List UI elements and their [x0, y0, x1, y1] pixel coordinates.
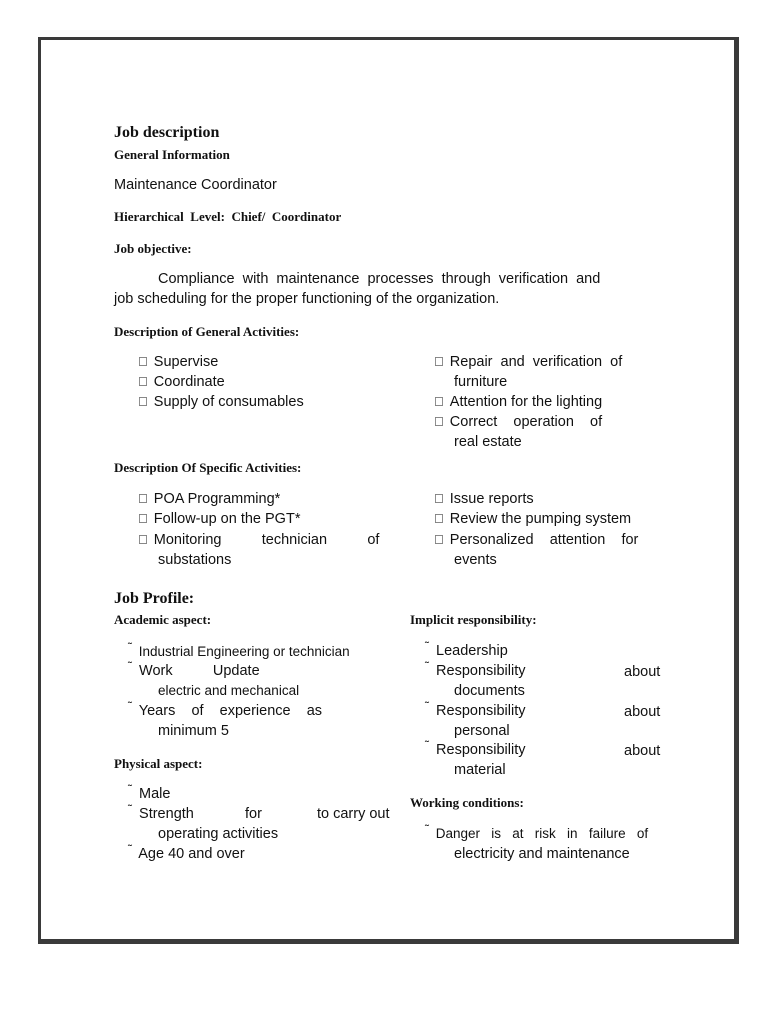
tilde-bullet-icon: ˜	[425, 822, 429, 836]
implicit-item-label: Responsibility	[436, 663, 526, 679]
implicit-item-continuation: documents	[454, 683, 525, 699]
checkbox-bullet-icon	[138, 532, 148, 547]
checkbox-bullet-icon	[138, 394, 148, 409]
job-profile-heading: Job Profile:	[114, 590, 195, 607]
list-item	[138, 354, 218, 370]
working-condition-continuation: electricity and maintenance	[454, 846, 630, 862]
hierarchical-level: Hierarchical Level: Chief/ Coordinator	[114, 209, 342, 224]
list-item	[425, 639, 508, 659]
list-item	[425, 738, 526, 758]
job-objective-line-1	[158, 271, 615, 287]
document-title: Job description	[114, 124, 220, 141]
implicit-item-word: about	[624, 743, 661, 759]
specific-activity-label: Follow-up on the PGT*	[140, 511, 287, 527]
list-item	[434, 414, 602, 430]
general-activity-label: Correct operation of	[436, 414, 589, 430]
list-item	[425, 699, 526, 719]
list-item	[128, 802, 194, 822]
implicit-item-word: about	[624, 704, 661, 720]
general-activity-label: Coordinate	[140, 374, 211, 390]
working-condition-label: Danger is at risk in failure of	[435, 826, 649, 841]
physical-item-continuation: operating activities	[158, 826, 279, 842]
list-item	[128, 640, 350, 659]
job-objective-heading: Job objective:	[114, 241, 192, 256]
checkbox-bullet-icon	[434, 532, 444, 547]
checkbox-bullet-icon	[434, 414, 444, 429]
academic-item-continuation: electric and mechanical	[158, 683, 300, 698]
tilde-bullet-icon: ˜	[128, 640, 132, 654]
implicit-item-continuation: personal	[454, 723, 510, 739]
general-information-heading: General Information	[114, 147, 230, 162]
job-objective-text-1: Compliance with maintenance processes through verification and	[158, 271, 601, 287]
tilde-bullet-icon: ˜	[128, 659, 132, 673]
tilde-bullet-icon: ˜	[425, 738, 429, 752]
tilde-bullet-icon: ˜	[425, 659, 429, 673]
academic-item-label: Work Update	[139, 663, 260, 679]
specific-activity-continuation: substations	[158, 552, 232, 568]
tilde-bullet-icon: ˜	[425, 699, 429, 713]
tilde-bullet-icon: ˜	[128, 699, 132, 713]
physical-item-word: to carry out	[317, 806, 390, 822]
list-item	[128, 782, 171, 802]
list-item	[128, 659, 260, 679]
implicit-item-label: Responsibility	[436, 703, 526, 719]
implicit-item-word: about	[624, 664, 661, 680]
list-item	[138, 374, 225, 390]
list-item	[138, 511, 300, 527]
specific-activity-label: Issue reports	[436, 491, 520, 507]
position-name: Maintenance Coordinator	[114, 177, 277, 193]
general-activities-heading: Description of General Activities:	[114, 324, 300, 339]
tilde-bullet-icon: ˜	[128, 842, 132, 856]
list-item	[425, 822, 649, 841]
general-activity-label: Repair and verification of	[436, 354, 609, 370]
general-activity-continuation: furniture	[454, 374, 508, 390]
checkbox-bullet-icon	[138, 491, 148, 506]
implicit-responsibility-heading: Implicit responsibility:	[410, 612, 537, 627]
list-item	[434, 394, 602, 410]
specific-activity-label: POA Programming*	[140, 491, 267, 507]
general-activity-label: Supervise	[140, 354, 205, 370]
physical-item-label: Strength	[139, 806, 194, 822]
specific-activity-continuation: events	[454, 552, 497, 568]
list-item	[138, 532, 379, 548]
physical-item-word: for	[245, 806, 262, 822]
general-activity-label: Attention for the lighting	[436, 394, 589, 410]
checkbox-bullet-icon	[434, 491, 444, 506]
checkbox-bullet-icon	[434, 511, 444, 526]
specific-activity-label: Monitoring technician of	[140, 532, 366, 548]
implicit-item-label: Responsibility	[436, 742, 526, 758]
list-item	[434, 354, 622, 370]
physical-item-label: Age 40 and over	[138, 846, 245, 862]
general-activity-continuation: real estate	[454, 434, 522, 450]
implicit-item-continuation: material	[454, 762, 506, 778]
list-item	[434, 532, 638, 548]
job-objective-line-2: job scheduling for the proper functioning of the organization.	[114, 291, 500, 307]
checkbox-bullet-icon	[138, 511, 148, 526]
tilde-bullet-icon: ˜	[128, 782, 132, 796]
specific-activity-label: Personalized attention for	[436, 532, 625, 548]
specific-activities-heading: Description Of Specific Activities:	[114, 460, 302, 475]
physical-aspect-heading: Physical aspect:	[114, 756, 203, 771]
specific-activity-label: Review the pumping system	[436, 511, 618, 527]
tilde-bullet-icon: ˜	[425, 639, 429, 653]
checkbox-bullet-icon	[434, 394, 444, 409]
list-item	[434, 491, 534, 507]
checkbox-bullet-icon	[138, 354, 148, 369]
list-item	[138, 394, 304, 410]
checkbox-bullet-icon	[138, 374, 148, 389]
academic-item-label: Industrial Engineering or technician	[138, 644, 350, 659]
physical-item-label: Male	[139, 786, 171, 802]
academic-item-continuation: minimum 5	[158, 723, 229, 739]
academic-item-label: Years of experience as	[138, 703, 323, 719]
list-item	[128, 699, 323, 719]
list-item	[434, 511, 631, 527]
list-item	[128, 842, 245, 862]
general-activity-label: Supply of consumables	[140, 394, 290, 410]
academic-aspect-heading: Academic aspect:	[114, 612, 212, 627]
tilde-bullet-icon: ˜	[128, 802, 132, 816]
checkbox-bullet-icon	[434, 354, 444, 369]
list-item	[425, 659, 526, 679]
implicit-item-label: Leadership	[436, 643, 508, 659]
working-conditions-heading: Working conditions:	[410, 795, 524, 810]
list-item	[138, 491, 280, 507]
